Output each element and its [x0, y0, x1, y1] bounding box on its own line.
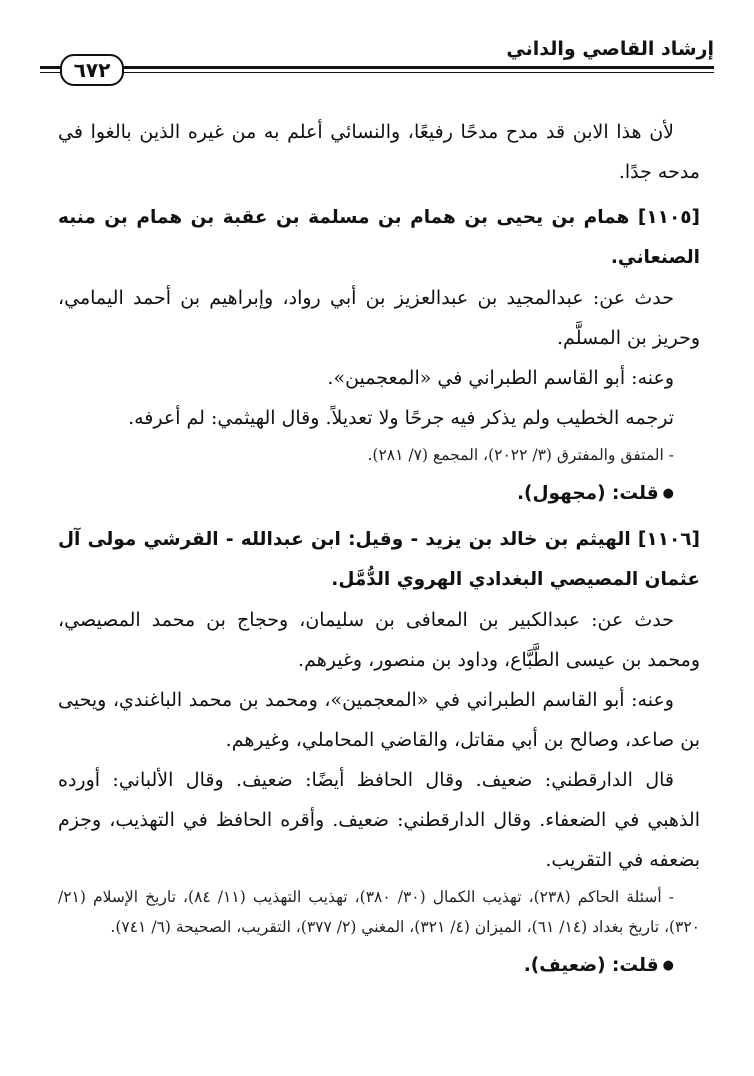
- entry-1106-narrators: وعنه: أبو القاسم الطبراني في «المعجمين»، ومحمد بن محمد الباغندي، ويحيى بن صاعد، وصالح بن أبي مقاتل، والقاضي المحاملي، وغيرهم.: [58, 689, 700, 751]
- running-title: إرشاد القاصي والداني: [506, 38, 714, 60]
- page-header: [40, 34, 714, 86]
- entry-1106-verdict: [58, 946, 700, 986]
- entry-1106-sources: - أسئلة الحاكم (٢٣٨)، تهذيب الكمال (٣٠/ ٣٨٠)، تهذيب التهذيب (١١/ ٨٤)، تاريخ الإسلام (٢١/ ٣٢٠)، تاريخ بغداد (١٤/ ٦١)، الميزان (٤/ ٣٢١)، المغني (٢/ ٣٧٧)، التقريب، الصحيحة (٦/ ٧٤١).: [58, 888, 700, 936]
- page-number: ٦٧٢: [60, 54, 124, 86]
- entry-1105-sources: - المتفق والمفترق (٣/ ٢٠٢٢)، المجمع (٧/ ٢٨١).: [367, 446, 674, 464]
- entry-1105-narrators: وعنه: أبو القاسم الطبراني في «المعجمين».: [327, 367, 674, 389]
- header-rule-thick: [40, 66, 714, 69]
- entry-1106-narrated-from: حدث عن: عبدالكبير بن المعافى بن سليمان، وحجاج بن محمد المصيصي، ومحمد بن عيسى الطَّبَّاع، وداود بن منصور، وغيرهم.: [58, 609, 700, 671]
- entry-title-1105: [١١٠٥] همام بن يحيى بن همام بن مسلمة بن عقبة بن همام بن منبه الصنعاني.: [58, 207, 700, 268]
- page-body: [58, 112, 700, 986]
- entry-1106-assessment: قال الدارقطني: ضعيف. وقال الحافظ أيضًا: ضعيف. وقال الألباني: أورده الذهبي في الضعفاء. وقال الدارقطني: ضعيف. وأقره الحافظ في التهذيب، وجزم بضعفه في التقريب.: [58, 769, 700, 871]
- entry-1105-narrated-from: حدث عن: عبدالمجيد بن عبدالعزيز بن أبي رواد، وإبراهيم بن أحمد اليمامي، وحريز بن المسلَّم.: [58, 287, 700, 349]
- entry-1105-assessment: ترجمه الخطيب ولم يذكر فيه جرحًا ولا تعديلاً. وقال الهيثمي: لم أعرفه.: [128, 407, 674, 429]
- verdict-text: قلت: (مجهول).: [516, 483, 659, 504]
- bullet-icon: ●: [662, 958, 674, 973]
- bullet-icon: ●: [662, 486, 674, 501]
- entry-1105-verdict: [58, 474, 700, 514]
- header-rule-thin: [40, 72, 714, 73]
- entry-title-1106: [١١٠٦] الهيثم بن خالد بن يزيد - وقيل: ابن عبدالله - القرشي مولى آل عثمان المصيصي البغدادي الهروي الدُّمَّل.: [58, 529, 700, 590]
- verdict-text: قلت: (ضعيف).: [523, 955, 659, 976]
- continuation-paragraph: لأن هذا الابن قد مدح مدحًا رفيعًا، والنسائي أعلم به من غيره الذين بالغوا في مدحه جدًا.: [58, 121, 700, 183]
